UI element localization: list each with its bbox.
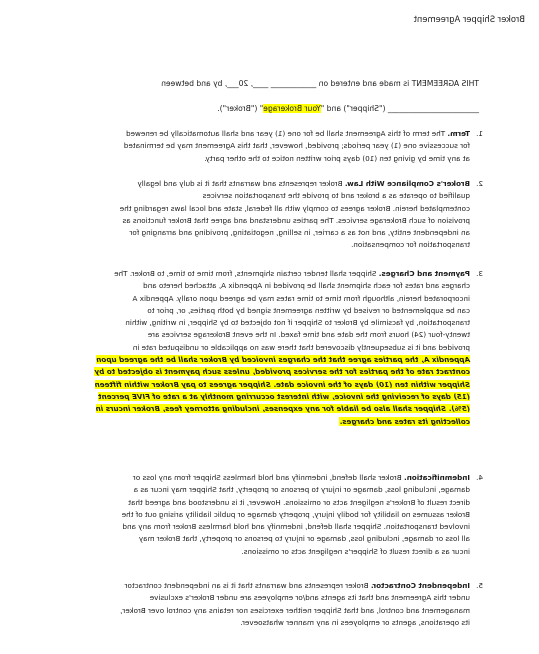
section-line: Shipper shall tender certain shipments, from time to time, to Broker. The: [114, 269, 379, 278]
section-line: charges and rates for each shipment shall be provided in Appendix A, attached hereto and: [143, 281, 470, 291]
section-line: management and control, and that Shipper neither exercises nor retains any control over Broker,: [120, 605, 470, 615]
section-line: damage, including loss, damage or injury to persons or property, that Shipper may incur as a: [133, 485, 470, 495]
section-body: [60, 268, 470, 428]
section-line: Broker assumes no liability for bodily injury, property damage or public liability arising out of the: [121, 509, 470, 519]
section-line: can be supplemented or revised by written agreement signed by both parties, or, prior to: [147, 305, 470, 315]
section-number: 2.: [476, 179, 483, 188]
section-line: under this Agreement and that its agents and/or employees are under Broker's exclusive: [149, 593, 470, 603]
section-body: [60, 580, 470, 629]
section-line: twenty-four (24) hours from the date and time faxed. In the event Brokerage services are: [147, 330, 470, 340]
section-line: qualified to operate as a broker and to provide the transportation services: [202, 191, 470, 201]
document-title: Broker Shipper Agreement: [413, 14, 525, 24]
section-line: involved transportation. Shipper shall defend, indemnify and hold harmless Broker from any and: [122, 522, 470, 532]
section-heading: Term.: [447, 129, 470, 138]
highlighted-line: (5%). Shipper shall also be liable for any expenses, including attorney fees, Broker incurs in: [95, 404, 470, 414]
section-line: all loss or damage, including loss, damage or injury to persons or property, that Broker may: [138, 534, 470, 544]
section-line: Broker shall defend, indemnify and hold harmless Shipper from any loss or: [132, 473, 404, 482]
section-line: direct result of Broker's negligent acts or omissions. However, it is understood and agreed that: [128, 497, 470, 507]
section-line: transportation, by facsimile by Broker to Shipper if not objected to by Shipper, in writing, within: [125, 318, 470, 328]
section-number: 4.: [476, 473, 483, 482]
section-line: The term of this Agreement shall be for one (1) year and shall automatically be renewed: [126, 129, 448, 138]
section-heading: Broker's Compliance With Law.: [344, 179, 470, 188]
section-number: 3.: [476, 269, 483, 278]
highlighted-line: contract rate of the parties for the services provided, unless such payment is objected to by: [94, 367, 470, 377]
section-line: for successive one (1) year periods; provided, however, that this Agreement may be terminated: [123, 141, 470, 151]
section-body: [60, 472, 470, 558]
section-line: its operations, agents or employees in any manner whatsoever.: [240, 617, 470, 627]
section-heading: Payment and Charges.: [378, 269, 470, 278]
section-body: [60, 128, 470, 165]
highlighted-line: (15) days of receiving the invoice, with interest occurring monthly at a rate of FIVE percent: [98, 391, 470, 401]
intro-line-2-start: ________________________ ("Shipper") and ": [320, 104, 479, 113]
section-heading: Independent Contractor.: [370, 581, 470, 590]
section-line: an independent entity, and not as a carrier, in selling, negotiating, providing and arranging for: [129, 228, 470, 238]
section-number: 5.: [476, 581, 483, 590]
intro-line-2-end: " ("Broker").: [217, 104, 264, 113]
section-line: contemplated herein. Broker agrees to comply with all federal, state and local laws regarding the: [119, 203, 470, 213]
section-line: transportation for compensation.: [351, 240, 470, 250]
section-line: Broker represents and warrants that it is an independent contractor: [124, 581, 371, 590]
section-heading: Indemnification.: [403, 473, 470, 482]
section-line: incur as a direct result of Shipper's negligent acts or omissions.: [241, 546, 470, 556]
highlighted-line: Appendix A, the parties agree that the charges invoiced by Broker shall be the agreed upon: [96, 355, 470, 365]
section-line: provided and it is subsequently discovered that there was no applicable or undisputed rate in: [132, 342, 470, 352]
section-line: at any time by giving ten (10) days prior written notice to the other party.: [204, 153, 470, 163]
section-body: [60, 178, 470, 252]
section-line: Broker represents and warrants that it is duly and legally: [137, 179, 345, 188]
highlighted-line: collecting its rates and charges.: [339, 416, 470, 426]
brokerage-name-highlight: Your Brokerage: [263, 104, 321, 113]
section-line: incorporated herein, although from time to time rates may be agreed upon orally. Appendix A: [132, 293, 470, 303]
section-line: provision of such Brokerage services. The parties understand and agree that Broker functions as: [122, 215, 470, 225]
intro-line-2: [67, 104, 479, 113]
highlighted-line: Shipper within ten (10) days of the invoice date. Shipper agrees to pay Broker within fifteen: [94, 379, 470, 389]
section-number: 1.: [476, 129, 483, 138]
intro-line-1: THIS AGREEMENT is made and entered on ____________ ____, 20___, by and between: [161, 79, 479, 88]
